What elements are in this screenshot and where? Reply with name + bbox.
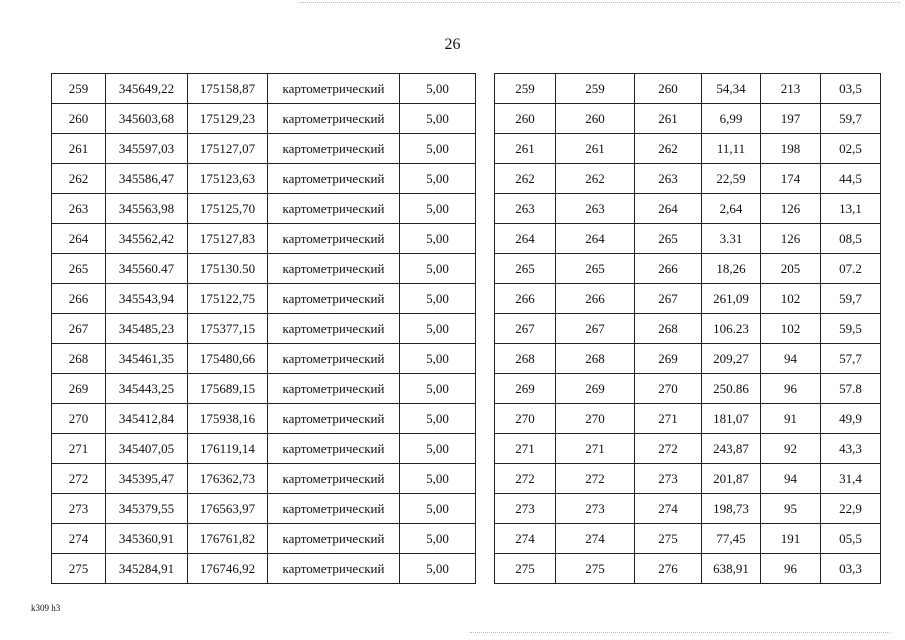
table-cell: 92: [761, 434, 821, 464]
bearing-row: [495, 224, 881, 254]
table-cell: 198,73: [702, 494, 761, 524]
table-cell: 270: [556, 404, 635, 434]
table-cell: 272: [52, 464, 106, 494]
table-cell: 268: [635, 314, 702, 344]
table-cell: 264: [635, 194, 702, 224]
table-cell: 94: [761, 344, 821, 374]
table-cell: 175123,63: [188, 164, 268, 194]
table-cell: 264: [495, 224, 556, 254]
table-cell: 345461,35: [106, 344, 188, 374]
table-cell: 265: [52, 254, 106, 284]
table-cell: 267: [635, 284, 702, 314]
table-cell: 5,00: [400, 494, 476, 524]
page-number: 26: [444, 36, 461, 53]
table-cell: картометрический: [268, 344, 400, 374]
table-cell: 262: [635, 134, 702, 164]
table-cell: 176746,92: [188, 554, 268, 584]
table-cell: 271: [556, 434, 635, 464]
table-cell: 263: [52, 194, 106, 224]
table-cell: 250.86: [702, 374, 761, 404]
table-cell: картометрический: [268, 194, 400, 224]
table-cell: 276: [635, 554, 702, 584]
table-cell: картометрический: [268, 314, 400, 344]
table-cell: 175480,66: [188, 344, 268, 374]
table-cell: 274: [635, 494, 702, 524]
table-cell: 31,4: [821, 464, 881, 494]
table-cell: 272: [495, 464, 556, 494]
table-cell: 268: [495, 344, 556, 374]
table-cell: 59,7: [821, 284, 881, 314]
table-cell: 345407,05: [106, 434, 188, 464]
table-cell: 243,87: [702, 434, 761, 464]
table-cell: 273: [52, 494, 106, 524]
table-cell: 205: [761, 254, 821, 284]
table-cell: 638,91: [702, 554, 761, 584]
table-cell: картометрический: [268, 554, 400, 584]
table-cell: 262: [495, 164, 556, 194]
table-cell: 5,00: [400, 74, 476, 104]
table-cell: 274: [52, 524, 106, 554]
bearing-row: [495, 104, 881, 134]
table-cell: 267: [52, 314, 106, 344]
table-cell: 271: [495, 434, 556, 464]
bearing-row: [495, 374, 881, 404]
table-cell: 5,00: [400, 134, 476, 164]
table-cell: 59,7: [821, 104, 881, 134]
table-cell: 96: [761, 374, 821, 404]
table-cell: картометрический: [268, 494, 400, 524]
table-cell: 175938,16: [188, 404, 268, 434]
coordinate-row: [52, 314, 476, 344]
table-cell: 260: [495, 104, 556, 134]
table-cell: 345586,47: [106, 164, 188, 194]
bearing-row: [495, 74, 881, 104]
table-cell: 274: [495, 524, 556, 554]
bearing-row: [495, 404, 881, 434]
table-cell: 102: [761, 284, 821, 314]
table-cell: 5,00: [400, 254, 476, 284]
table-cell: 272: [556, 464, 635, 494]
table-cell: 5,00: [400, 464, 476, 494]
table-cell: 263: [495, 194, 556, 224]
table-cell: картометрический: [268, 104, 400, 134]
table-cell: 345395,47: [106, 464, 188, 494]
table-cell: 274: [556, 524, 635, 554]
table-cell: картометрический: [268, 464, 400, 494]
table-cell: 260: [635, 74, 702, 104]
table-cell: 176362,73: [188, 464, 268, 494]
table-cell: 13,1: [821, 194, 881, 224]
table-cell: 271: [52, 434, 106, 464]
table-cell: 59,5: [821, 314, 881, 344]
table-cell: картометрический: [268, 524, 400, 554]
table-cell: 269: [635, 344, 702, 374]
table-cell: картометрический: [268, 74, 400, 104]
table-cell: 6,99: [702, 104, 761, 134]
table-cell: 265: [635, 224, 702, 254]
table-cell: 275: [635, 524, 702, 554]
table-cell: 191: [761, 524, 821, 554]
table-cell: 198: [761, 134, 821, 164]
table-cell: 175130.50: [188, 254, 268, 284]
table-cell: 02,5: [821, 134, 881, 164]
coordinate-row: [52, 344, 476, 374]
table-cell: 266: [635, 254, 702, 284]
table-cell: 345379,55: [106, 494, 188, 524]
table-cell: картометрический: [268, 404, 400, 434]
coordinate-row: [52, 284, 476, 314]
table-cell: 96: [761, 554, 821, 584]
table-cell: 275: [52, 554, 106, 584]
table-cell: 269: [556, 374, 635, 404]
table-cell: 345443,25: [106, 374, 188, 404]
table-cell: 175377,15: [188, 314, 268, 344]
table-cell: 22,9: [821, 494, 881, 524]
coordinate-row: [52, 464, 476, 494]
table-cell: 176563,97: [188, 494, 268, 524]
table-cell: 176761,82: [188, 524, 268, 554]
bearing-row: [495, 164, 881, 194]
coordinate-row: [52, 254, 476, 284]
coordinate-row: [52, 224, 476, 254]
table-cell: 5,00: [400, 314, 476, 344]
table-cell: 18,26: [702, 254, 761, 284]
table-cell: 175689,15: [188, 374, 268, 404]
table-cell: 176119,14: [188, 434, 268, 464]
table-cell: 11,11: [702, 134, 761, 164]
table-cell: 5,00: [400, 194, 476, 224]
table-cell: 263: [635, 164, 702, 194]
table-cell: 201,87: [702, 464, 761, 494]
table-cell: 5,00: [400, 344, 476, 374]
table-cell: 197: [761, 104, 821, 134]
table-cell: 260: [556, 104, 635, 134]
table-cell: 77,45: [702, 524, 761, 554]
table-cell: 05,5: [821, 524, 881, 554]
table-cell: 57.8: [821, 374, 881, 404]
bearing-row: [495, 314, 881, 344]
table-cell: 174: [761, 164, 821, 194]
table-cell: 22,59: [702, 164, 761, 194]
table-cell: 175129,23: [188, 104, 268, 134]
table-cell: 266: [556, 284, 635, 314]
table-cell: 345649,22: [106, 74, 188, 104]
bearing-row: [495, 434, 881, 464]
table-cell: картометрический: [268, 284, 400, 314]
table-cell: 261,09: [702, 284, 761, 314]
table-cell: 266: [495, 284, 556, 314]
table-cell: 345360,91: [106, 524, 188, 554]
table-cell: 91: [761, 404, 821, 434]
table-cell: 5,00: [400, 524, 476, 554]
table-cell: картометрический: [268, 434, 400, 464]
table-cell: 345603,68: [106, 104, 188, 134]
table-cell: 268: [556, 344, 635, 374]
table-cell: 264: [52, 224, 106, 254]
coordinate-row: [52, 524, 476, 554]
table-cell: 106.23: [702, 314, 761, 344]
table-cell: 08,5: [821, 224, 881, 254]
table-cell: 270: [52, 404, 106, 434]
coordinate-row: [52, 194, 476, 224]
table-cell: 345485,23: [106, 314, 188, 344]
table-cell: картометрический: [268, 164, 400, 194]
table-cell: 175127,83: [188, 224, 268, 254]
table-cell: картометрический: [268, 254, 400, 284]
bearing-row: [495, 134, 881, 164]
coordinate-row: [52, 134, 476, 164]
table-cell: 175158,87: [188, 74, 268, 104]
table-cell: 260: [52, 104, 106, 134]
coordinates-table: [51, 73, 476, 584]
table-cell: 2,64: [702, 194, 761, 224]
table-cell: 265: [495, 254, 556, 284]
scan-artifact-bottom: [470, 632, 890, 634]
table-cell: 275: [556, 554, 635, 584]
table-cell: 126: [761, 194, 821, 224]
table-cell: 175122,75: [188, 284, 268, 314]
table-cell: 267: [495, 314, 556, 344]
bearing-row: [495, 524, 881, 554]
table-cell: 44,5: [821, 164, 881, 194]
table-cell: картометрический: [268, 224, 400, 254]
table-cell: 261: [635, 104, 702, 134]
bearing-row: [495, 254, 881, 284]
table-cell: картометрический: [268, 134, 400, 164]
table-cell: 345563,98: [106, 194, 188, 224]
table-cell: 259: [52, 74, 106, 104]
bearing-row: [495, 344, 881, 374]
table-cell: 265: [556, 254, 635, 284]
table-cell: 263: [556, 194, 635, 224]
bearings-table: [494, 73, 881, 584]
table-cell: 345284,91: [106, 554, 188, 584]
table-cell: 345597,03: [106, 134, 188, 164]
table-cell: 273: [556, 494, 635, 524]
table-cell: 345560.47: [106, 254, 188, 284]
table-cell: 213: [761, 74, 821, 104]
table-cell: 94: [761, 464, 821, 494]
table-cell: 03,5: [821, 74, 881, 104]
table-cell: 273: [495, 494, 556, 524]
table-cell: 181,07: [702, 404, 761, 434]
table-cell: 5,00: [400, 164, 476, 194]
table-cell: 269: [52, 374, 106, 404]
scan-artifact-top: [300, 2, 900, 4]
table-cell: 03,3: [821, 554, 881, 584]
table-cell: 5,00: [400, 374, 476, 404]
table-cell: 262: [52, 164, 106, 194]
coordinate-row: [52, 374, 476, 404]
bearing-row: [495, 494, 881, 524]
table-cell: 268: [52, 344, 106, 374]
table-cell: 175127,07: [188, 134, 268, 164]
table-cell: 49,9: [821, 404, 881, 434]
table-cell: 102: [761, 314, 821, 344]
bearing-row: [495, 554, 881, 584]
table-cell: 43,3: [821, 434, 881, 464]
table-cell: 126: [761, 224, 821, 254]
table-cell: 345412,84: [106, 404, 188, 434]
table-cell: 5,00: [400, 224, 476, 254]
bearing-row: [495, 284, 881, 314]
table-cell: 5,00: [400, 104, 476, 134]
table-cell: 5,00: [400, 554, 476, 584]
table-cell: 267: [556, 314, 635, 344]
bearing-row: [495, 194, 881, 224]
table-cell: 272: [635, 434, 702, 464]
table-cell: 264: [556, 224, 635, 254]
table-cell: 273: [635, 464, 702, 494]
table-cell: 261: [52, 134, 106, 164]
table-cell: 259: [556, 74, 635, 104]
table-cell: 3.31: [702, 224, 761, 254]
table-cell: 345543,94: [106, 284, 188, 314]
coordinate-row: [52, 164, 476, 194]
coordinate-row: [52, 74, 476, 104]
bearing-row: [495, 464, 881, 494]
table-cell: 5,00: [400, 284, 476, 314]
table-cell: 07.2: [821, 254, 881, 284]
table-cell: 54,34: [702, 74, 761, 104]
table-cell: 175125,70: [188, 194, 268, 224]
table-cell: 266: [52, 284, 106, 314]
table-cell: 269: [495, 374, 556, 404]
table-cell: 271: [635, 404, 702, 434]
table-cell: 5,00: [400, 404, 476, 434]
table-cell: 57,7: [821, 344, 881, 374]
coordinate-row: [52, 104, 476, 134]
table-cell: 261: [556, 134, 635, 164]
table-cell: 5,00: [400, 434, 476, 464]
coordinate-row: [52, 434, 476, 464]
coordinate-row: [52, 554, 476, 584]
table-cell: 95: [761, 494, 821, 524]
coordinate-row: [52, 494, 476, 524]
table-cell: картометрический: [268, 374, 400, 404]
table-cell: 270: [495, 404, 556, 434]
table-cell: 345562,42: [106, 224, 188, 254]
table-cell: 262: [556, 164, 635, 194]
table-cell: 270: [635, 374, 702, 404]
table-cell: 275: [495, 554, 556, 584]
coordinate-row: [52, 404, 476, 434]
table-cell: 261: [495, 134, 556, 164]
table-cell: 209,27: [702, 344, 761, 374]
footer-code: k309 h3: [31, 603, 61, 613]
table-cell: 259: [495, 74, 556, 104]
